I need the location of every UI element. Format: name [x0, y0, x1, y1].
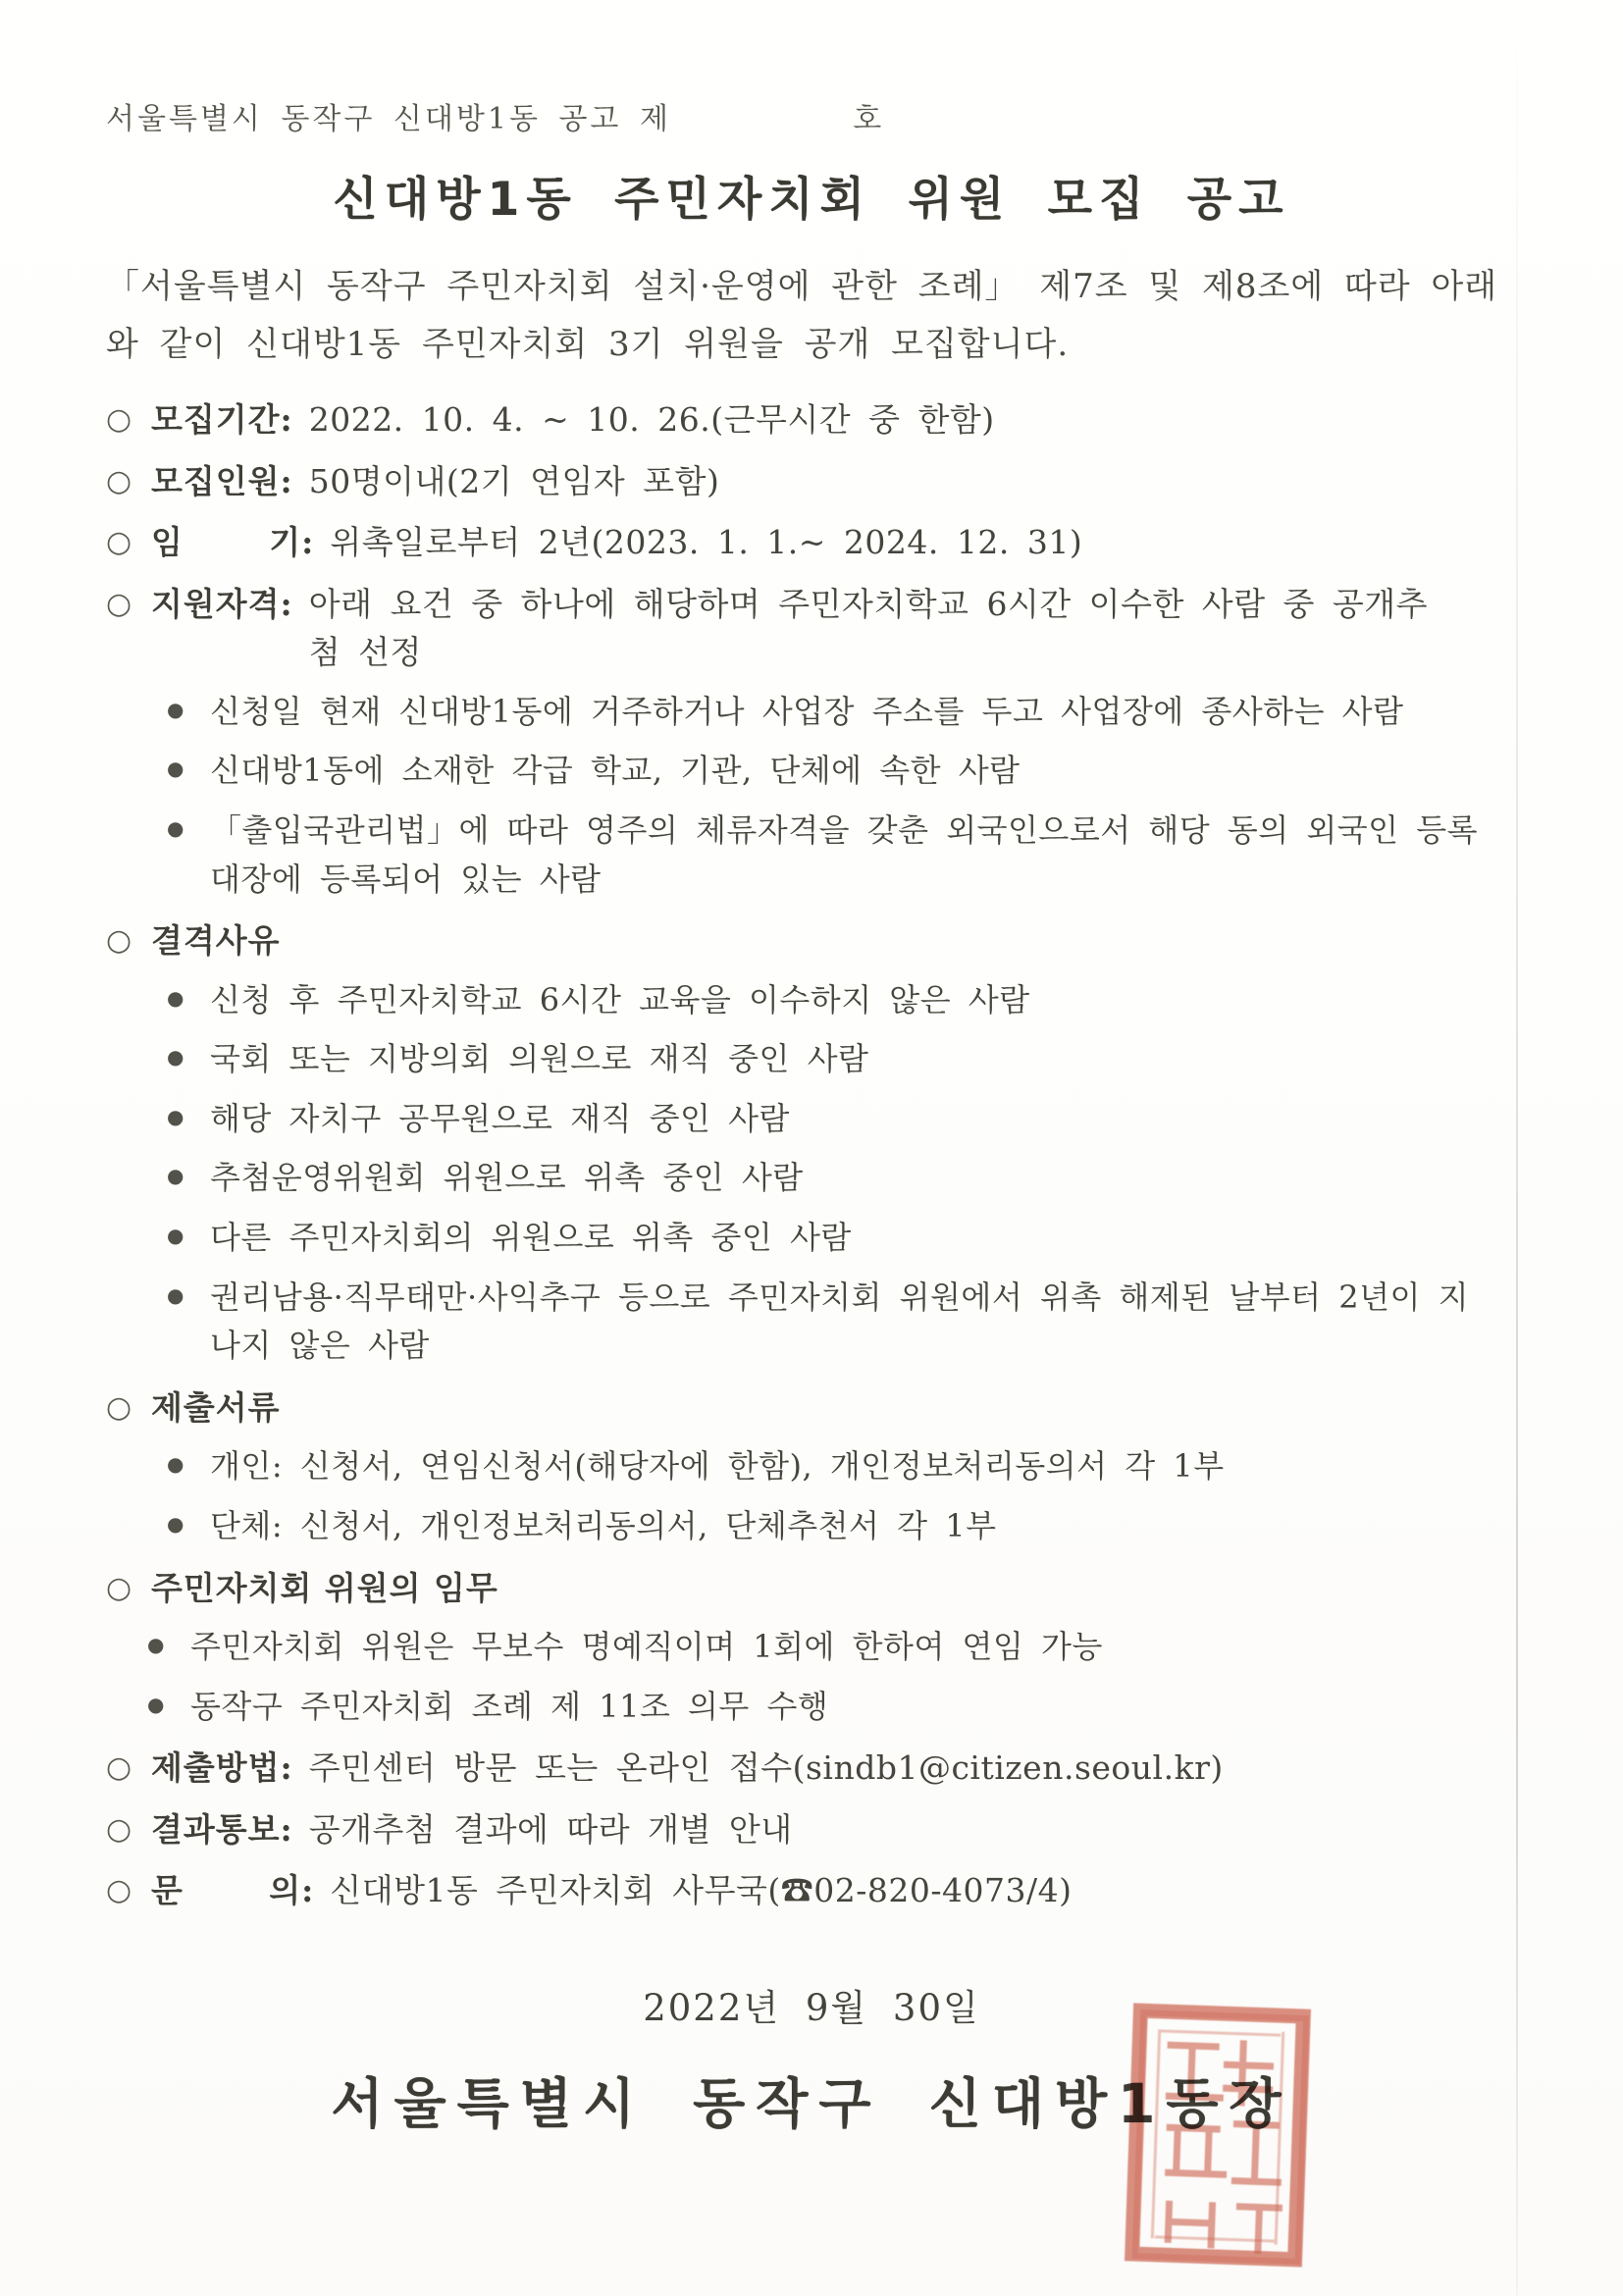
item-value: 신대방1동 주민자치회 사무국(☎02-820-4073/4) [330, 1871, 1073, 1910]
circle-bullet-icon: ○ [106, 586, 132, 621]
disqualification-bullet [167, 1035, 1517, 1084]
dot-bullet-icon: ● [167, 757, 184, 781]
bullet-text: 추첨운영위원회 위원으로 위촉 중인 사람 [210, 1159, 804, 1197]
scan-edge-artifact [1516, 0, 1518, 2296]
item-label: 모집기간: [151, 400, 293, 440]
notice-items [106, 395, 1517, 1914]
qualification-bullet [167, 688, 1517, 737]
dot-bullet-icon: ● [167, 1511, 184, 1536]
dot-bullet-icon: ● [167, 1045, 184, 1070]
duties-bullet [147, 1623, 1517, 1672]
item-value: 아래 요건 중 하나에 해당하며 주민자치학교 6시간 이수한 사람 중 공개추첨 선정 [308, 584, 1429, 672]
circle-bullet-icon: ○ [106, 1570, 132, 1605]
disqualification-bullet [167, 1154, 1517, 1203]
dot-bullet-icon: ● [167, 1104, 184, 1128]
dot-bullet-icon: ● [167, 816, 184, 840]
disqualification-bullet [167, 1095, 1517, 1144]
disqualification-bullet [167, 1274, 1517, 1371]
bullet-text: 단체: 신청서, 개인정보처리동의서, 단체추천서 각 1부 [210, 1506, 997, 1544]
dot-bullet-icon: ● [167, 1452, 184, 1477]
item-disqualification [106, 916, 1517, 965]
dot-bullet-icon: ● [167, 1164, 184, 1188]
item-documents [106, 1383, 1517, 1433]
documents-bullet [167, 1442, 1517, 1491]
circle-bullet-icon: ○ [106, 1389, 132, 1425]
item-value: 공개추첨 결과에 따라 개별 안내 [308, 1809, 793, 1849]
item-recruit-count [106, 457, 1517, 506]
item-recruit-period [106, 395, 1517, 444]
item-value: 2022. 10. 4. ~ 10. 26.(근무시간 중 한함) [308, 400, 995, 440]
item-label: 지원자격: [151, 584, 293, 623]
circle-bullet-icon: ○ [106, 525, 132, 560]
bullet-text: 신청 후 주민자치학교 6시간 교육을 이수하지 않은 사람 [210, 980, 1030, 1018]
dot-bullet-icon: ● [147, 1633, 165, 1657]
circle-bullet-icon: ○ [106, 402, 132, 438]
circle-bullet-icon: ○ [106, 1811, 132, 1847]
qualification-bullet [167, 747, 1517, 796]
bullet-text: 해당 자치구 공무원으로 재직 중인 사람 [210, 1099, 790, 1137]
bullet-text: 다른 주민자치회의 위원으로 위촉 중인 사람 [210, 1219, 852, 1257]
notice-number-line: 서울특별시 동작구 신대방1동 공고 제 호 [106, 102, 885, 136]
item-label: 결과통보: [151, 1809, 293, 1849]
intro-paragraph: 「서울특별시 동작구 주민자치회 설치·운영에 관한 조례」 제7조 및 제8조에 따라 아래와 같이 신대방1동 주민자치회 3기 위원을 공개 모집합니다. [106, 267, 1498, 365]
issuer-signature: 서울특별시 동작구 신대방1동장 [331, 2071, 1292, 2135]
item-label: 제출방법: [151, 1748, 293, 1788]
qualification-bullet [167, 807, 1517, 904]
item-label: 임 기: [151, 523, 315, 562]
item-label: 주민자치회 위원의 임무 [151, 1568, 498, 1607]
bullet-text: 권리남용·직무태만·사익추구 등으로 주민자치회 위원에서 위촉 해제된 날부터 2년이 지나지 않은 사람 [210, 1278, 1470, 1365]
bullet-text: 동작구 주민자치회 조례 제 11조 의무 수행 [190, 1687, 829, 1725]
duties-bullet [147, 1683, 1517, 1732]
issue-date: 2022년 9월 30일 [643, 1986, 980, 2029]
dot-bullet-icon: ● [167, 697, 184, 721]
circle-bullet-icon: ○ [106, 463, 132, 498]
documents-bullet [167, 1502, 1517, 1551]
dot-bullet-icon: ● [167, 1224, 184, 1248]
official-seal-stamp [1122, 2001, 1313, 2270]
item-label: 모집인원: [151, 461, 293, 500]
bullet-text: 주민자치회 위원은 무보수 명예직이며 1회에 한하여 연임 가능 [190, 1628, 1103, 1666]
dot-bullet-icon: ● [147, 1692, 165, 1716]
disqualification-bullet [167, 1214, 1517, 1263]
item-label: 문 의: [151, 1871, 315, 1910]
item-duties [106, 1564, 1517, 1613]
disqualification-bullet [167, 976, 1517, 1025]
dot-bullet-icon: ● [167, 1282, 184, 1307]
circle-bullet-icon: ○ [106, 1873, 132, 1908]
bullet-text: 신청일 현재 신대방1동에 거주하거나 사업장 주소를 두고 사업장에 종사하는 사람 [210, 692, 1404, 730]
bullet-text: 국회 또는 지방의회 의원으로 재직 중인 사람 [210, 1040, 869, 1078]
item-value: 50명이내(2기 연임자 포함) [308, 461, 720, 500]
circle-bullet-icon: ○ [106, 923, 132, 959]
item-label: 결격사유 [151, 921, 281, 961]
circle-bullet-icon: ○ [106, 1750, 132, 1786]
bullet-text: 신대방1동에 소재한 각급 학교, 기관, 단체에 속한 사람 [210, 752, 1021, 790]
item-term [106, 518, 1517, 567]
item-result [106, 1805, 1517, 1854]
bullet-text: 「출입국관리법」에 따라 영주의 체류자격을 갖춘 외국인으로서 해당 동의 외국인 등록대장에 등록되어 있는 사람 [210, 811, 1479, 898]
item-qualification [106, 580, 1517, 677]
item-label: 제출서류 [151, 1387, 281, 1427]
page-title: 신대방1동 주민자치회 위원 모집 공고 [333, 173, 1290, 227]
item-submission [106, 1744, 1517, 1793]
item-value: 주민센터 방문 또는 온라인 접수(sindb1@citizen.seoul.kr) [308, 1748, 1224, 1788]
item-inquiry [106, 1866, 1517, 1915]
bullet-text: 개인: 신청서, 연임신청서(해당자에 한함), 개인정보처리동의서 각 1부 [210, 1447, 1225, 1486]
item-value: 위촉일로부터 2년(2023. 1. 1.~ 2024. 12. 31) [330, 523, 1083, 562]
dot-bullet-icon: ● [167, 985, 184, 1010]
